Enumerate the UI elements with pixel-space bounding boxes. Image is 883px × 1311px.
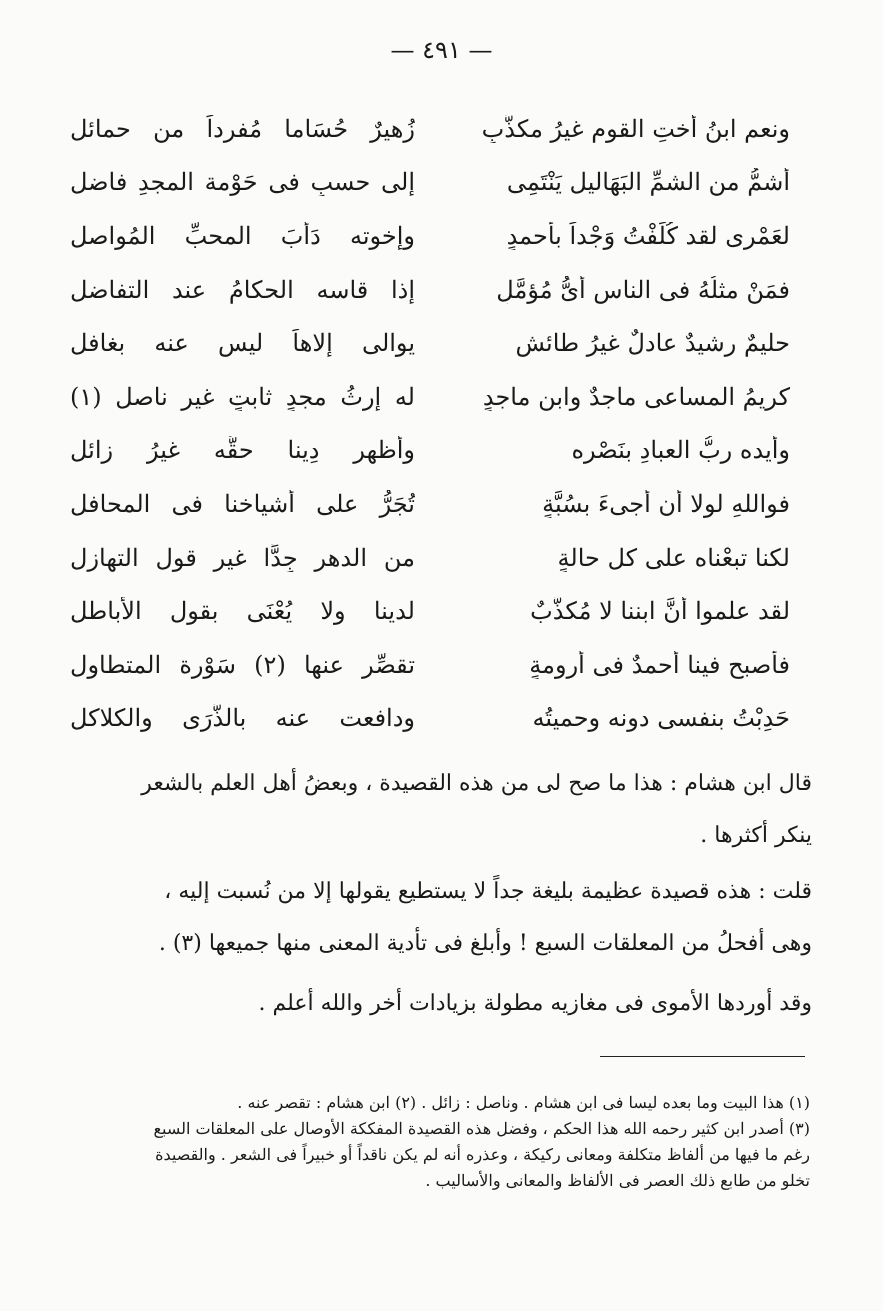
verse-row: [70, 424, 790, 478]
footnote-divider: [600, 1056, 805, 1057]
verse-row: [70, 531, 790, 585]
verse-row: [70, 263, 790, 317]
verse-first-hemistich: فواللهِ لولا أن أجىءَ بسُبَّةٍ: [542, 489, 790, 518]
verse-second-hemistich: إلى حسبٍ فى حَوْمة المجدِ فاضلِ: [70, 168, 415, 197]
verse-second-hemistich: وأظهر دِينا حقُّه غيرُ زائلِ: [70, 436, 415, 465]
verse-first-hemistich: كريمُ المساعى ماجدٌ وابن ماجدٍ: [482, 382, 790, 411]
verse-second-hemistich: زُهيرٌ حُسَاما مُفرداً من حمائلِ: [70, 114, 415, 143]
verse-first-hemistich: فمَنْ مثلُهُ فى الناس أىُّ مُؤمَّلٍ: [496, 275, 790, 304]
paragraph-line: وقد أوردها الأموى فى مغازيه مطولة بزيادات أخر والله أعلم .: [258, 991, 812, 1016]
footnotes: [80, 1090, 810, 1194]
footnote-line: (١) هذا البيت وما بعده ليسا فى ابن هشام . وناصل : زائل . (٢) ابن هشام : تقصر عنه .: [237, 1093, 810, 1112]
verse-second-hemistich: تُجَرُّ على أشياخنا فى المحافلِ: [70, 489, 415, 518]
verse-first-hemistich: لقد علموا أنَّ ابننا لا مُكذَّبٌ: [530, 597, 790, 626]
verse-first-hemistich: أشمُّ من الشمِّ البَهَاليلِ يَنْتَمِى: [506, 168, 790, 197]
verse-second-hemistich: تقصِّر عنها (٢) سَوْرة المتطاولِ: [70, 650, 415, 679]
footnote-line: تخلو من طابع ذلك العصر فى الألفاظ والمعانى والأساليب .: [425, 1171, 810, 1190]
footnote-line: رغم ما فيها من ألفاظ متكلفة ومعانى ركيكة ، وعذره أنه لم يكن ناقداً أو خبيراً فى الشعر . والقصيدة: [155, 1145, 810, 1164]
paragraph-line: ينكر أكثرها .: [700, 823, 812, 848]
verse-first-hemistich: حليمٌ رشيدٌ عادلٌ غيرُ طائشٍ: [515, 329, 790, 358]
verse-first-hemistich: حَدِبْتُ بنفسى دونه وحميتُه: [532, 704, 790, 733]
verse-second-hemistich: من الدهر جِدًّا غير قول التهازلِ: [70, 543, 415, 572]
paragraph-line: وهى أفحلُ من المعلقات السبع ! وأبلغ فى تأدية المعنى منها جميعها (٣) .: [158, 931, 812, 956]
page-number: — ٤٩١ —: [390, 36, 493, 64]
verse-second-hemistich: له إرثُ مجدٍ ثابتٍ غيرِ ناصلِ (١): [70, 382, 415, 411]
poem-verses: [70, 102, 790, 745]
verse-first-hemistich: ونعم ابنُ أختِ القومِ غيرُ مكذَّبٍ: [481, 114, 790, 143]
paragraph-line: قال ابن هشام : هذا ما صح لى من هذه القصيدة ، وبعضُ أهل العلم بالشعر: [141, 771, 812, 796]
verse-row: [70, 102, 790, 156]
verse-row: [70, 638, 790, 692]
verse-row: [70, 370, 790, 424]
verse-first-hemistich: وأيده ربُّ العبادِ بنَصْره: [571, 436, 790, 465]
verse-second-hemistich: إذا قاسه الحكامُ عند التفاضلِ: [70, 275, 415, 304]
verse-row: [70, 477, 790, 531]
verse-second-hemistich: يوالى إلاهاً ليس عنه بغافلِ: [70, 329, 415, 358]
verse-first-hemistich: لعَمْرى لقد كُلِّفْتُ وَجْداً بأحمدٍ: [506, 221, 790, 250]
footnote-line: (٣) أصدر ابن كثير رحمه الله هذا الحكم ، وفضل هذه القصيدة المفككة الأوصال على المعلقات السبع: [153, 1119, 810, 1138]
paragraph-line: قلت : هذه قصيدة عظيمة بليغة جداً لا يستطيع يقولها إلا من نُسبت إليه ،: [164, 879, 812, 904]
verse-row: [70, 584, 790, 638]
paragraph-umawi: [72, 978, 812, 1030]
verse-first-hemistich: فأصبح فينا أحمدٌ فى أرومةٍ: [529, 650, 790, 679]
verse-row: [70, 156, 790, 210]
verse-first-hemistich: لكنا تبعْناه على كل حالةٍ: [557, 543, 790, 572]
verse-row: [70, 209, 790, 263]
verse-second-hemistich: وإخوته دَأْبَ المحبِّ المُواصلِ: [70, 221, 415, 250]
paragraph-commentary: [72, 866, 812, 970]
verse-second-hemistich: لدينا ولا يُعْنَى بقول الأباطلِ: [70, 597, 415, 626]
verse-row: [70, 316, 790, 370]
verse-second-hemistich: ودافعت عنه بالذُّرَى والكلاكلِ: [70, 704, 415, 733]
verse-row: [70, 692, 790, 746]
paragraph-ibn-hisham: [72, 758, 812, 862]
